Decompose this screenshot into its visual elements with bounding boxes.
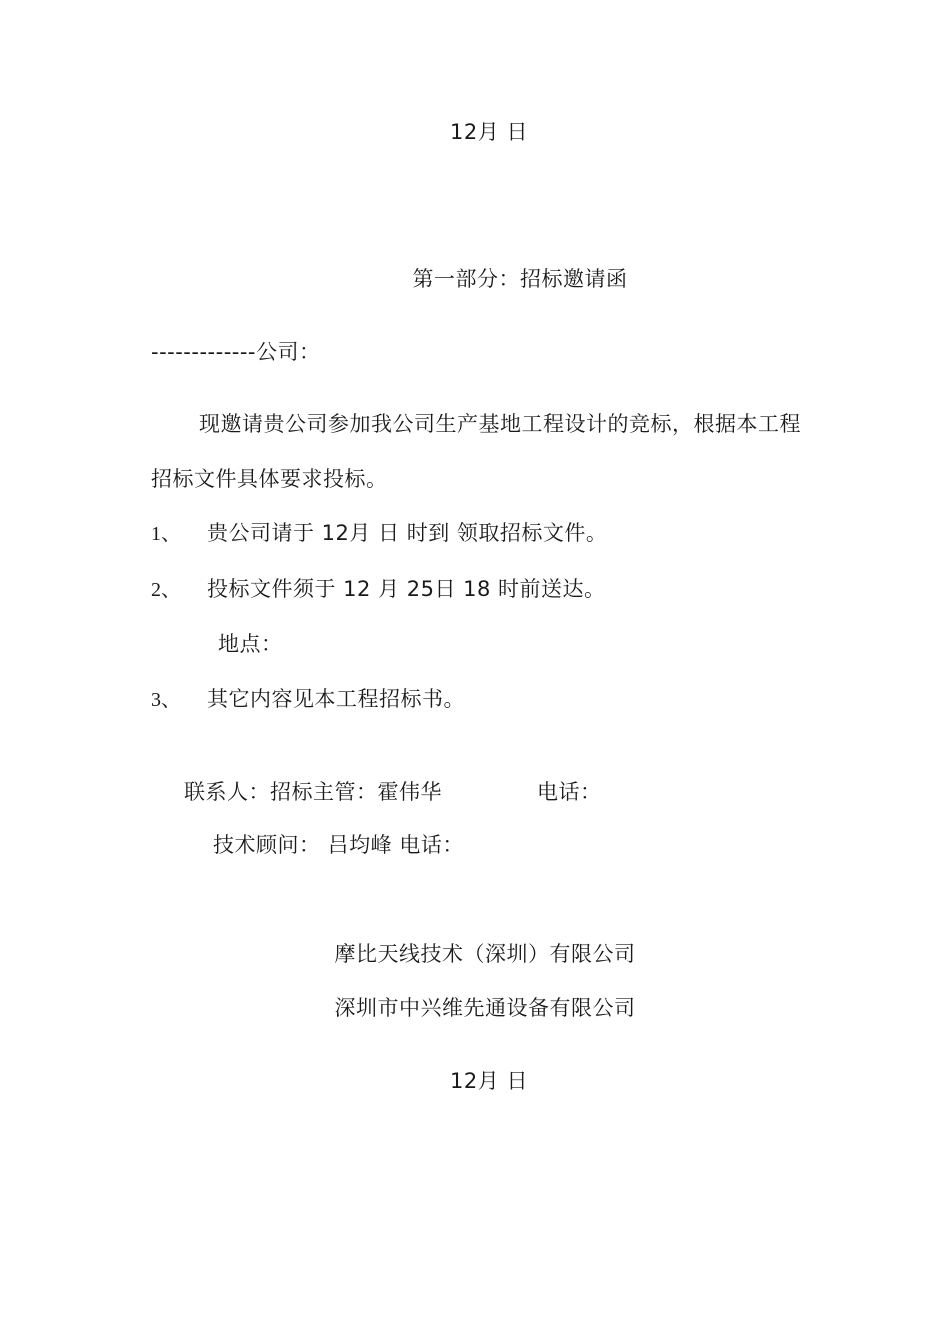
contact-line-2: 技术顾问： 吕均峰 电话： (213, 833, 464, 857)
contact-phone-1: 电话： (537, 780, 602, 804)
item-text-1: 贵公司请于 12月 日 时到 领取招标文件。 (207, 521, 608, 545)
item-number-1: 1、 (151, 523, 181, 545)
item-number-2: 2、 (151, 579, 181, 601)
item-text-3: 其它内容见本工程招标书。 (207, 687, 465, 711)
paragraph-line-1: 现邀请贵公司参加我公司生产基地工程设计的竞标，根据本工程 (199, 412, 801, 436)
contact-line-1: 联系人：招标主管：霍伟华 (184, 780, 442, 804)
company-name-2: 深圳市中兴维先通设备有限公司 (334, 996, 636, 1020)
location-label: 地点： (218, 632, 283, 656)
document-title: 第一部分：招标邀请函 (412, 267, 628, 291)
item-text-2: 投标文件须于 12 月 25日 18 时前送达。 (207, 577, 606, 601)
company-name-1: 摩比天线技术（深圳）有限公司 (334, 942, 636, 966)
salutation: -------------公司： (151, 340, 321, 364)
paragraph-line-2: 招标文件具体要求投标。 (151, 467, 388, 491)
header-date: 12月 日 (450, 120, 528, 144)
footer-date: 12月 日 (450, 1069, 528, 1093)
item-number-3: 3、 (151, 689, 181, 711)
